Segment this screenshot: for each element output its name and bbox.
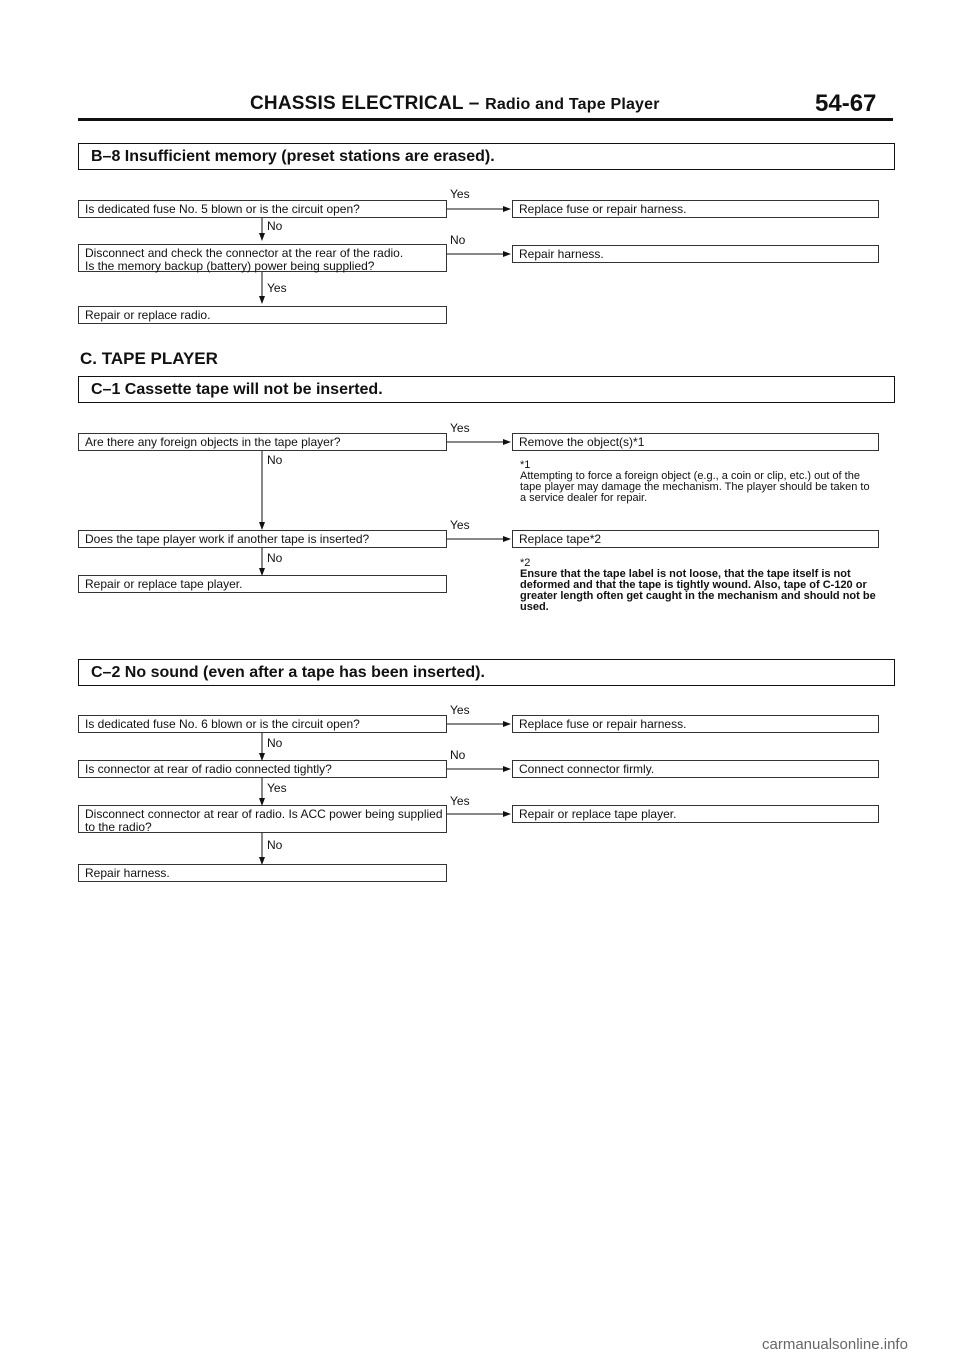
- page-number: 54-67: [815, 90, 877, 117]
- c1-note1-mark: *1: [520, 459, 531, 471]
- b8-action-repair-harness: Repair harness.: [512, 245, 879, 263]
- section-c2-title: C–2 No sound (even after a tape has been inserted).: [78, 659, 895, 686]
- c2-q2-no-label: No: [450, 748, 466, 762]
- c2-q1-no-label: No: [267, 736, 283, 750]
- title-dash: –: [463, 93, 486, 114]
- c1-note1-text: Attempting to force a foreign object (e.g., a coin or clip, etc.) out of the tape player may damage the mechanism. The player should be taken to a service dealer for repair.: [520, 470, 870, 504]
- c2-question-connector: Is connector at rear of radio connected tightly?: [78, 760, 447, 778]
- b8-q1-yes-label: Yes: [450, 187, 470, 201]
- chapter-title: CHASSIS ELECTRICAL: [250, 93, 464, 114]
- c1-note2-mark: *2: [520, 557, 531, 569]
- c1-note2-text: Ensure that the tape label is not loose, that the tape itself is not deformed and that the tape is tightly wound. Also, tape of C-120 or greater length often get caught in the mechanism and should not be used.: [520, 568, 876, 613]
- c2-q1-yes-label: Yes: [450, 703, 470, 717]
- b8-q2-yes-label: Yes: [267, 281, 287, 295]
- c2-question-fuse: Is dedicated fuse No. 6 blown or is the circuit open?: [78, 715, 447, 733]
- section-heading-tape-player: C. TAPE PLAYER: [80, 349, 218, 368]
- c2-action-repair-tape-player: Repair or replace tape player.: [512, 805, 879, 823]
- c2-action-connect-connector: Connect connector firmly.: [512, 760, 879, 778]
- c2-q2-yes-label: Yes: [267, 781, 287, 795]
- c2-action-replace-fuse: Replace fuse or repair harness.: [512, 715, 879, 733]
- c2-q3-line1: Disconnect connector at rear of radio. Is ACC power being supplied: [85, 807, 443, 821]
- c1-question-foreign-objects: Are there any foreign objects in the tape player?: [78, 433, 447, 451]
- b8-action-replace-fuse: Replace fuse or repair harness.: [512, 200, 879, 218]
- watermark: carmanualsonline.info: [762, 1336, 908, 1353]
- c1-final-repair-tape-player: Repair or replace tape player.: [78, 575, 447, 593]
- b8-question-memory-backup: [78, 244, 447, 272]
- c1-action-replace-tape: Replace tape*2: [512, 530, 879, 548]
- c1-question-another-tape: Does the tape player work if another tape is inserted?: [78, 530, 447, 548]
- b8-final-repair-radio: Repair or replace radio.: [78, 306, 447, 324]
- c2-q3-yes-label: Yes: [450, 794, 470, 808]
- section-b8-title: B–8 Insufficient memory (preset stations are erased).: [78, 143, 895, 170]
- b8-q2-line2: Is the memory backup (battery) power being supplied?: [85, 259, 375, 273]
- b8-q2-line1: Disconnect and check the connector at the rear of the radio.: [85, 246, 404, 260]
- c2-question-acc-power: [78, 805, 447, 833]
- b8-q2-no-label: No: [450, 233, 466, 247]
- c2-final-repair-harness: Repair harness.: [78, 864, 447, 882]
- c1-q2-no-label: No: [267, 551, 283, 565]
- c2-q3-no-label: No: [267, 838, 283, 852]
- c1-action-remove-objects: Remove the object(s)*1: [512, 433, 879, 451]
- c1-q1-no-label: No: [267, 453, 283, 467]
- b8-q1-no-label: No: [267, 219, 283, 233]
- c2-q3-line2: to the radio?: [85, 820, 152, 834]
- b8-question-fuse: Is dedicated fuse No. 5 blown or is the circuit open?: [78, 200, 447, 218]
- c1-q1-yes-label: Yes: [450, 421, 470, 435]
- chapter-subtitle: Radio and Tape Player: [485, 96, 660, 113]
- c1-q2-yes-label: Yes: [450, 518, 470, 532]
- section-c1-title: C–1 Cassette tape will not be inserted.: [78, 376, 895, 403]
